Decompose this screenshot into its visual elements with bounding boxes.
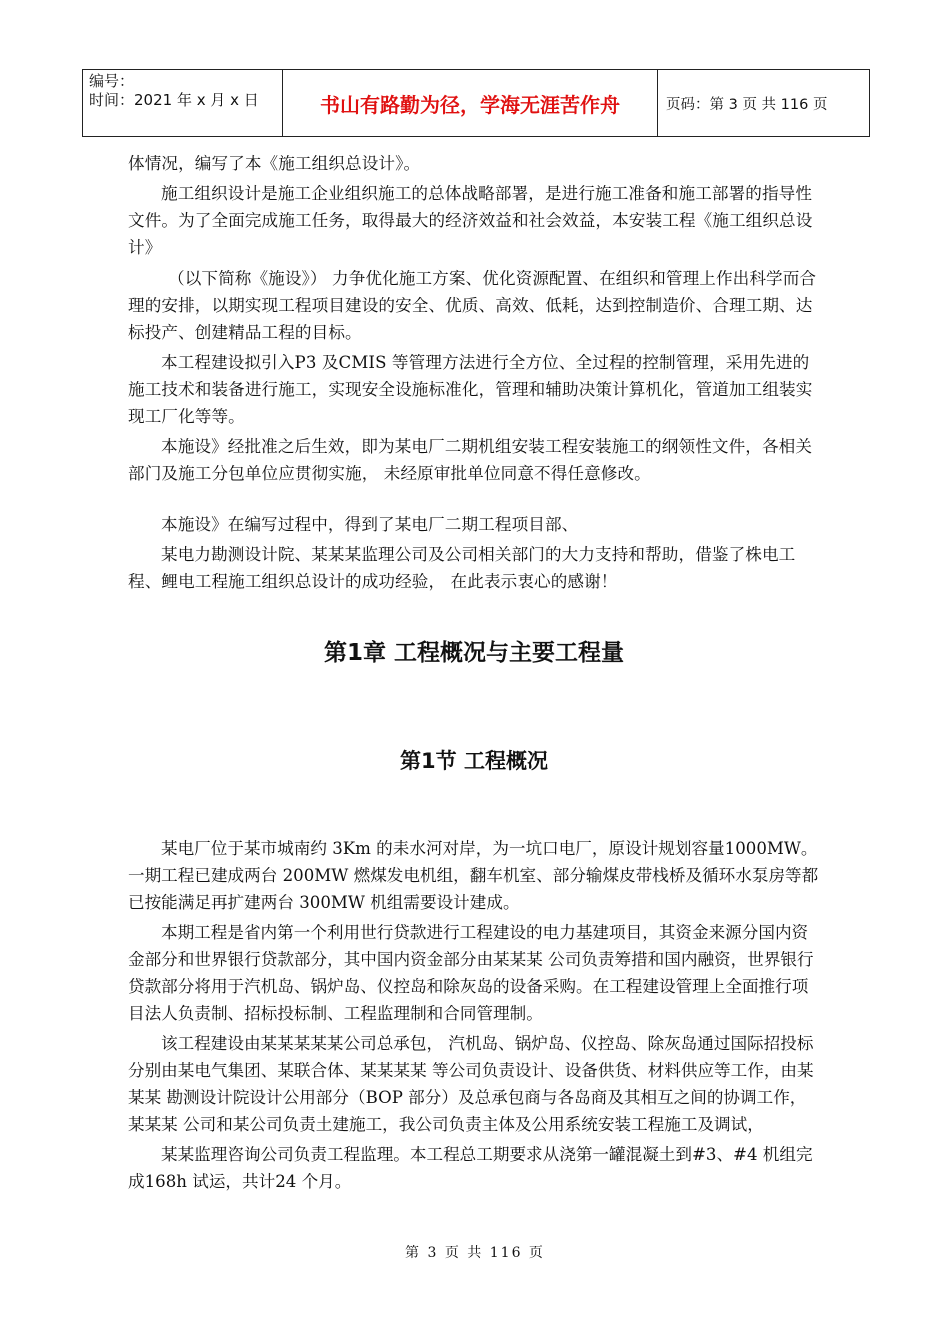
section-title: 第1节 工程概况: [400, 749, 548, 773]
paragraph: 本工程建设拟引入P3 及CMIS 等管理方法进行全方位、全过程的控制管理，采用先进的施工技术和装备进行施工，实现安全设施标准化，管理和辅助决策计算机化，管道加工组装实现工厂化等等。: [128, 353, 813, 426]
paragraph: 某电力勘测设计院、某某某监理公司及公司相关部门的大力支持和帮助，借鉴了株电工程、鲤电工程施工组织总设计的成功经验， 在此表示衷心的感谢！: [128, 545, 796, 591]
document-number-label: 编号：: [89, 72, 135, 90]
paragraph: 该工程建设由某某某某某公司总承包， 汽机岛、锅炉岛、仪控岛、除灰岛通过国际招投标分别由某电气集团、某联合体、某某某某 等公司负责设计、设备供货、材料供应等工作，由某某某 勘测设计院设计公用部分（BOP 部分）及总承包商与各岛商及其相互之间的协调工作，某某某 公司和某公司负责土建施工，我公司负责主体及公用系统安装工程施工及调试，: [128, 1034, 814, 1134]
paragraph: 某电厂位于某市城南约 3Km 的耒水河对岸，为一坑口电厂，原设计规划容量1000MW。一期工程已建成两台 200MW 燃煤发电机组，翻车机室、部分输煤皮带栈桥及循环水泵房等都已按能满足再扩建两台 300MW 机组需要设计建成。: [128, 839, 819, 912]
paragraph: 本施设》在编写过程中，得到了某电厂二期工程项目部、: [161, 515, 579, 534]
document-date: 时间：2021 年 x 月 x 日: [89, 91, 259, 109]
paragraph: 施工组织设计是施工企业组织施工的总体战略部署，是进行施工准备和施工部署的指导性文件。为了全面完成施工任务，取得最大的经济效益和社会效益，本安装工程《施工组织总设计》: [128, 184, 813, 257]
header-motto: 书山有路勤为径，学海无涯苦作舟: [283, 70, 658, 136]
header-left-cell: [83, 70, 283, 136]
overview-text: [128, 835, 820, 1198]
intro-text: [128, 150, 820, 598]
paragraph: 体情况，编写了本《施工组织总设计》。: [128, 154, 421, 173]
paragraph: 某某监理咨询公司负责工程监理。本工程总工期要求从浇第一罐混凝土到#3、#4 机组完成168h 试运，共计24 个月。: [128, 1145, 813, 1191]
page-footer: 第 3 页 共 116 页: [405, 1245, 545, 1261]
chapter-title: 第1章 工程概况与主要工程量: [323, 640, 624, 666]
paragraph: 本期工程是省内第一个利用世行贷款进行工程建设的电力基建项目，其资金来源分国内资金部分和世界银行贷款部分，其中国内资金部分由某某某 公司负责筹措和国内融资，世界银行贷款部分将用于汽机岛、锅炉岛、仪控岛和除灰岛的设备采购。在工程建设管理上全面推行项目法人负责制、招标投标制、工程监理制和合同管理制。: [128, 923, 814, 1023]
paragraph: 本施设》经批准之后生效，即为某电厂二期机组安装工程安装施工的纲领性文件，各相关部门及施工分包单位应贯彻实施， 未经原审批单位同意不得任意修改。: [128, 437, 813, 483]
header-table: [82, 69, 870, 137]
paragraph: （以下简称《施设》） 力争优化施工方案、优化资源配置、在组织和管理上作出科学而合理的安排，以期实现工程项目建设的安全、优质、高效、低耗，达到控制造价、合理工期、达标投产、创建精品工程的目标。: [128, 269, 817, 342]
header-page-info: 页码：第 3 页 共 116 页: [666, 96, 828, 113]
